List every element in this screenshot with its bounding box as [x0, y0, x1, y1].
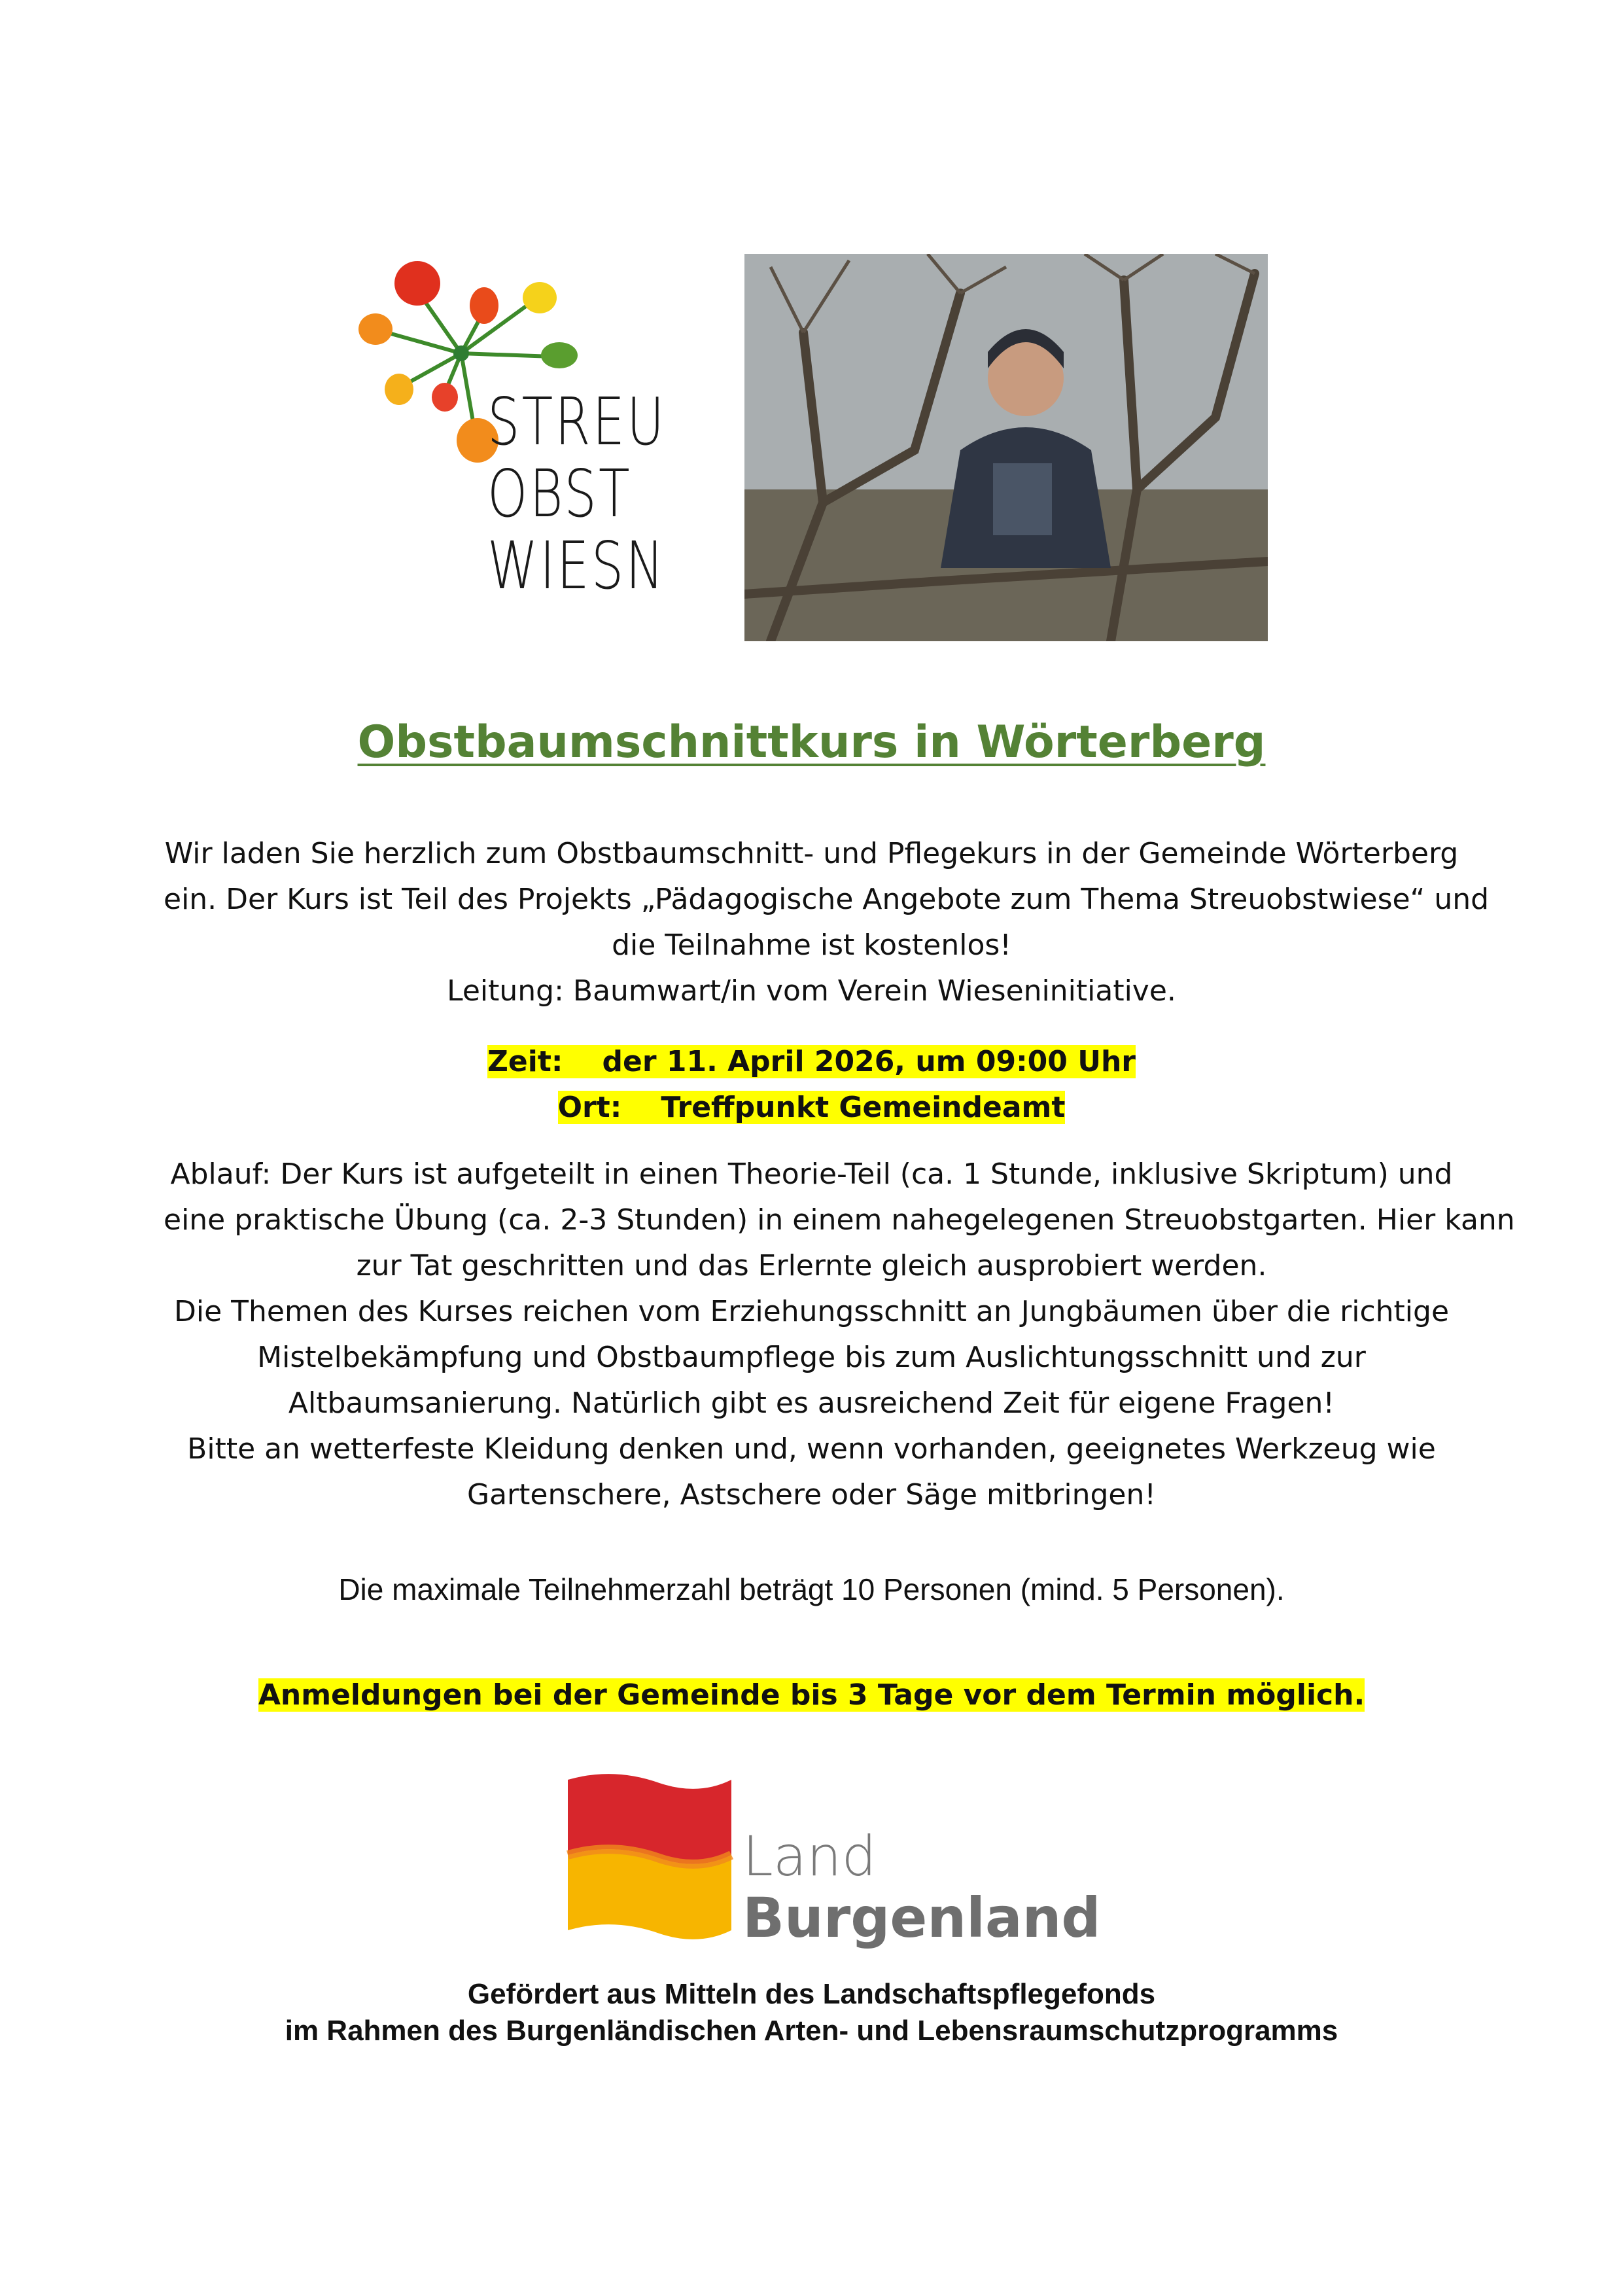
page-title-text: Obstbaumschnittkurs in Wörterberg [357, 716, 1266, 768]
intro-line: Leitung: Baumwart/in vom Verein Wieseninitiative. [447, 974, 1176, 1008]
ablauf-line: Altbaumsanierung. Natürlich gibt es ausreichend Zeit für eigene Fragen! [288, 1386, 1335, 1420]
burgenland-text: Burgenland [742, 1886, 1101, 1950]
pruning-person-photo [744, 254, 1268, 641]
logo-line-streu: STREU [487, 383, 667, 460]
event-time-highlight [487, 1045, 1136, 1078]
ablauf-line: eine praktische Übung (ca. 2-3 Stunden) in einem nahegelegenen Streuobstgarten. Hier kann [164, 1203, 1515, 1237]
ablauf-line: Gartenschere, Astschere oder Säge mitbringen! [467, 1478, 1156, 1511]
participants-note: Die maximale Teilnehmerzahl beträgt 10 Personen (mind. 5 Personen). [338, 1572, 1285, 1606]
intro-line: Wir laden Sie herzlich zum Obstbaumschnitt- und Pflegekurs in der Gemeinde Wörterberg [164, 837, 1459, 870]
ablauf-line: Mistelbekämpfung und Obstbaumpflege bis zum Auslichtungsschnitt und zur [257, 1341, 1366, 1374]
funding-line-2: im Rahmen des Burgenländischen Arten- und Lebensraumschutzprogramms [285, 2015, 1338, 2047]
ablauf-line: zur Tat geschritten und das Erlernte gleich ausprobiert werden. [356, 1249, 1267, 1282]
ablauf-line: Ablauf: Der Kurs ist aufgeteilt in einen Theorie-Teil (ca. 1 Stunde, inklusive Skriptum) und [170, 1157, 1453, 1191]
time-value: der 11. April 2026, um 09:00 Uhr [602, 1045, 1136, 1078]
intro-paragraph [164, 831, 1490, 1014]
streuobstwiesn-wordmark [487, 383, 716, 604]
ablauf-line: Bitte an wetterfeste Kleidung denken und, wenn vorhanden, geeignetes Werkzeug wie [187, 1432, 1436, 1466]
funding-line-1: Gefördert aus Mitteln des Landschaftspflegefonds [467, 1978, 1156, 2010]
registration-note [0, 1678, 1623, 1712]
intro-line: ein. Der Kurs ist Teil des Projekts „Pädagogische Angebote zum Thema Streuobstwiese“ und [164, 883, 1490, 916]
burgenland-flag-icon [561, 1767, 738, 1943]
land-burgenland-wordmark [742, 1826, 1101, 1949]
logo-line-obst: OBST [487, 455, 632, 532]
place-label: Ort: [557, 1091, 622, 1124]
event-place [0, 1085, 1623, 1131]
intro-line: die Teilnahme ist kostenlos! [612, 928, 1011, 962]
time-label: Zeit: [487, 1045, 563, 1078]
funding-note [0, 1976, 1623, 2049]
ablauf-paragraph [164, 1152, 1515, 1518]
registration-text: Anmeldungen bei der Gemeinde bis 3 Tage vor dem Termin möglich. [258, 1678, 1365, 1712]
ablauf-line: Die Themen des Kurses reichen vom Erziehungsschnitt an Jungbäumen über die richtige [173, 1295, 1450, 1328]
page-title [0, 716, 1623, 768]
event-place-highlight [558, 1091, 1066, 1124]
event-time [0, 1039, 1623, 1085]
place-value: Treffpunkt Gemeindeamt [661, 1091, 1066, 1124]
land-text: Land [742, 1824, 877, 1888]
logo-line-wiesn: WIESN [487, 527, 666, 604]
event-details [0, 1039, 1623, 1131]
